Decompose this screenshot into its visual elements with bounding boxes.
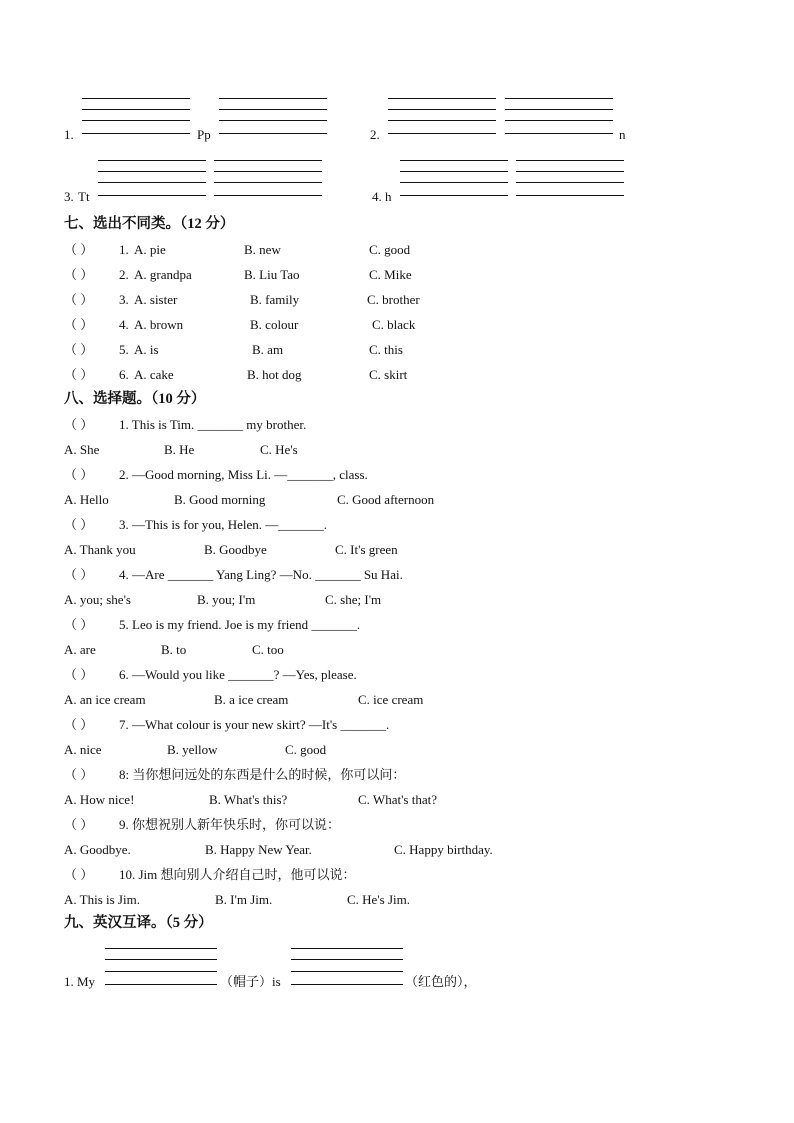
option-c[interactable]: C. Happy birthday. (394, 842, 493, 857)
option-c[interactable]: C. He's Jim. (347, 892, 411, 907)
option-c[interactable]: C. ice cream (358, 692, 424, 707)
answer-blank[interactable]: （ ） (64, 367, 94, 382)
option-c[interactable]: C. What's that? (358, 792, 438, 807)
option-c[interactable]: C. It's green (335, 542, 398, 557)
handwriting-lines[interactable] (400, 160, 508, 196)
option-b[interactable]: B. family (250, 292, 300, 307)
option-b[interactable]: B. What's this? (209, 792, 288, 807)
option-a[interactable]: A. pie (134, 242, 166, 257)
answer-blank[interactable]: （ ） (64, 767, 94, 782)
option-c[interactable]: C. black (372, 317, 416, 332)
option-b[interactable]: B. yellow (167, 742, 218, 757)
question-stem: 9. 你想祝别人新年快乐时，你可以说： (119, 817, 341, 832)
writing-item-number: 4. (372, 189, 382, 204)
option-a[interactable]: A. Thank you (64, 542, 136, 557)
option-c[interactable]: C. good (285, 742, 327, 757)
option-b[interactable]: B. Liu Tao (244, 267, 300, 282)
option-b[interactable]: B. hot dog (247, 367, 302, 382)
answer-blank[interactable]: （ ） (64, 417, 94, 432)
option-a[interactable]: A. you; she's (64, 592, 131, 607)
answer-blank[interactable]: （ ） (64, 667, 94, 682)
option-c[interactable]: C. skirt (369, 367, 408, 382)
handwriting-lines[interactable] (505, 98, 613, 134)
option-b[interactable]: B. am (252, 342, 284, 357)
answer-blank[interactable]: （ ） (64, 717, 94, 732)
writing-letter: n (619, 127, 626, 142)
handwriting-lines[interactable] (219, 98, 327, 134)
writing-letter: h (385, 189, 392, 204)
section-title: 七、选出不同类。（12 分） (64, 216, 235, 232)
option-b[interactable]: B. Good morning (174, 492, 266, 507)
option-a[interactable]: A. is (134, 342, 159, 357)
handwriting-lines[interactable] (388, 98, 496, 134)
option-b[interactable]: B. colour (250, 317, 299, 332)
question-number: 2. (119, 267, 129, 282)
writing-letter: Pp (197, 127, 211, 142)
option-a[interactable]: A. cake (134, 367, 174, 382)
answer-blank[interactable]: （ ） (64, 267, 94, 282)
question-stem: 1. This is Tim. _______ my brother. (119, 417, 307, 432)
handwriting-lines[interactable] (98, 160, 206, 196)
option-a[interactable]: A. sister (134, 292, 178, 307)
question-number: 3. (119, 292, 129, 307)
question-stem: 3. —This is for you, Helen. —_______. (119, 517, 327, 532)
question-stem: 7. —What colour is your new skirt? —It's _______. (119, 717, 390, 732)
option-c[interactable]: C. Good afternoon (337, 492, 435, 507)
answer-blank[interactable]: （ ） (64, 867, 94, 882)
option-c[interactable]: C. good (369, 242, 411, 257)
option-a[interactable]: A. are (64, 642, 96, 657)
option-c[interactable]: C. too (252, 642, 284, 657)
option-a[interactable]: A. She (64, 442, 100, 457)
answer-lines[interactable] (291, 948, 403, 985)
option-c[interactable]: C. this (369, 342, 403, 357)
option-a[interactable]: A. How nice! (64, 792, 135, 807)
handwriting-lines[interactable] (82, 98, 190, 134)
question-stem: 4. —Are _______ Yang Ling? —No. _______ Su Hai. (119, 567, 403, 582)
answer-blank[interactable]: （ ） (64, 242, 94, 257)
answer-blank[interactable]: （ ） (64, 342, 94, 357)
option-c[interactable]: C. she; I'm (325, 592, 382, 607)
chinese-hint: （帽子）is (220, 974, 281, 989)
question-number: 1. (119, 242, 129, 257)
answer-blank[interactable]: （ ） (64, 317, 94, 332)
answer-blank[interactable]: （ ） (64, 817, 94, 832)
chinese-hint: （红色的）， (405, 974, 477, 989)
answer-blank[interactable]: （ ） (64, 467, 94, 482)
handwriting-lines[interactable] (214, 160, 322, 196)
option-c[interactable]: C. brother (367, 292, 420, 307)
writing-item-number: 1. (64, 127, 74, 142)
option-a[interactable]: A. nice (64, 742, 102, 757)
option-a[interactable]: A. grandpa (134, 267, 192, 282)
question-number: 6. (119, 367, 129, 382)
option-b[interactable]: B. new (244, 242, 281, 257)
option-b[interactable]: B. Goodbye (204, 542, 267, 557)
option-c[interactable]: C. He's (260, 442, 298, 457)
option-b[interactable]: B. I'm Jim. (215, 892, 273, 907)
question-stem: 6. —Would you like _______? —Yes, please. (119, 667, 357, 682)
answer-blank[interactable]: （ ） (64, 567, 94, 582)
option-a[interactable]: A. brown (134, 317, 184, 332)
writing-letter: Tt (78, 189, 90, 204)
option-a[interactable]: A. Goodbye. (64, 842, 131, 857)
writing-item-number: 3. (64, 189, 74, 204)
section-title: 八、选择题。（10 分） (64, 391, 206, 407)
option-b[interactable]: B. He (164, 442, 195, 457)
question-stem: 5. Leo is my friend. Joe is my friend _______. (119, 617, 361, 632)
writing-item-number: 2. (370, 127, 380, 142)
option-a[interactable]: A. an ice cream (64, 692, 146, 707)
option-a[interactable]: A. This is Jim. (64, 892, 140, 907)
answer-blank[interactable]: （ ） (64, 617, 94, 632)
question-number: 5. (119, 342, 129, 357)
answer-blank[interactable]: （ ） (64, 292, 94, 307)
question-stem: 8: 当你想问远处的东西是什么的时候，你可以问： (119, 767, 406, 782)
question-prefix: 1. My (64, 974, 96, 989)
option-b[interactable]: B. Happy New Year. (205, 842, 312, 857)
section-title: 九、英汉互译。（5 分） (64, 915, 213, 931)
option-c[interactable]: C. Mike (369, 267, 412, 282)
option-b[interactable]: B. you; I'm (197, 592, 256, 607)
question-stem: 2. —Good morning, Miss Li. —_______, class. (119, 467, 368, 482)
option-a[interactable]: A. Hello (64, 492, 109, 507)
answer-blank[interactable]: （ ） (64, 517, 94, 532)
handwriting-lines[interactable] (516, 160, 624, 196)
answer-lines[interactable] (105, 948, 217, 985)
option-b[interactable]: B. a ice cream (214, 692, 289, 707)
question-stem: 10. Jim 想向别人介绍自己时，他可以说： (119, 867, 356, 882)
option-b[interactable]: B. to (161, 642, 187, 657)
question-number: 4. (119, 317, 129, 332)
